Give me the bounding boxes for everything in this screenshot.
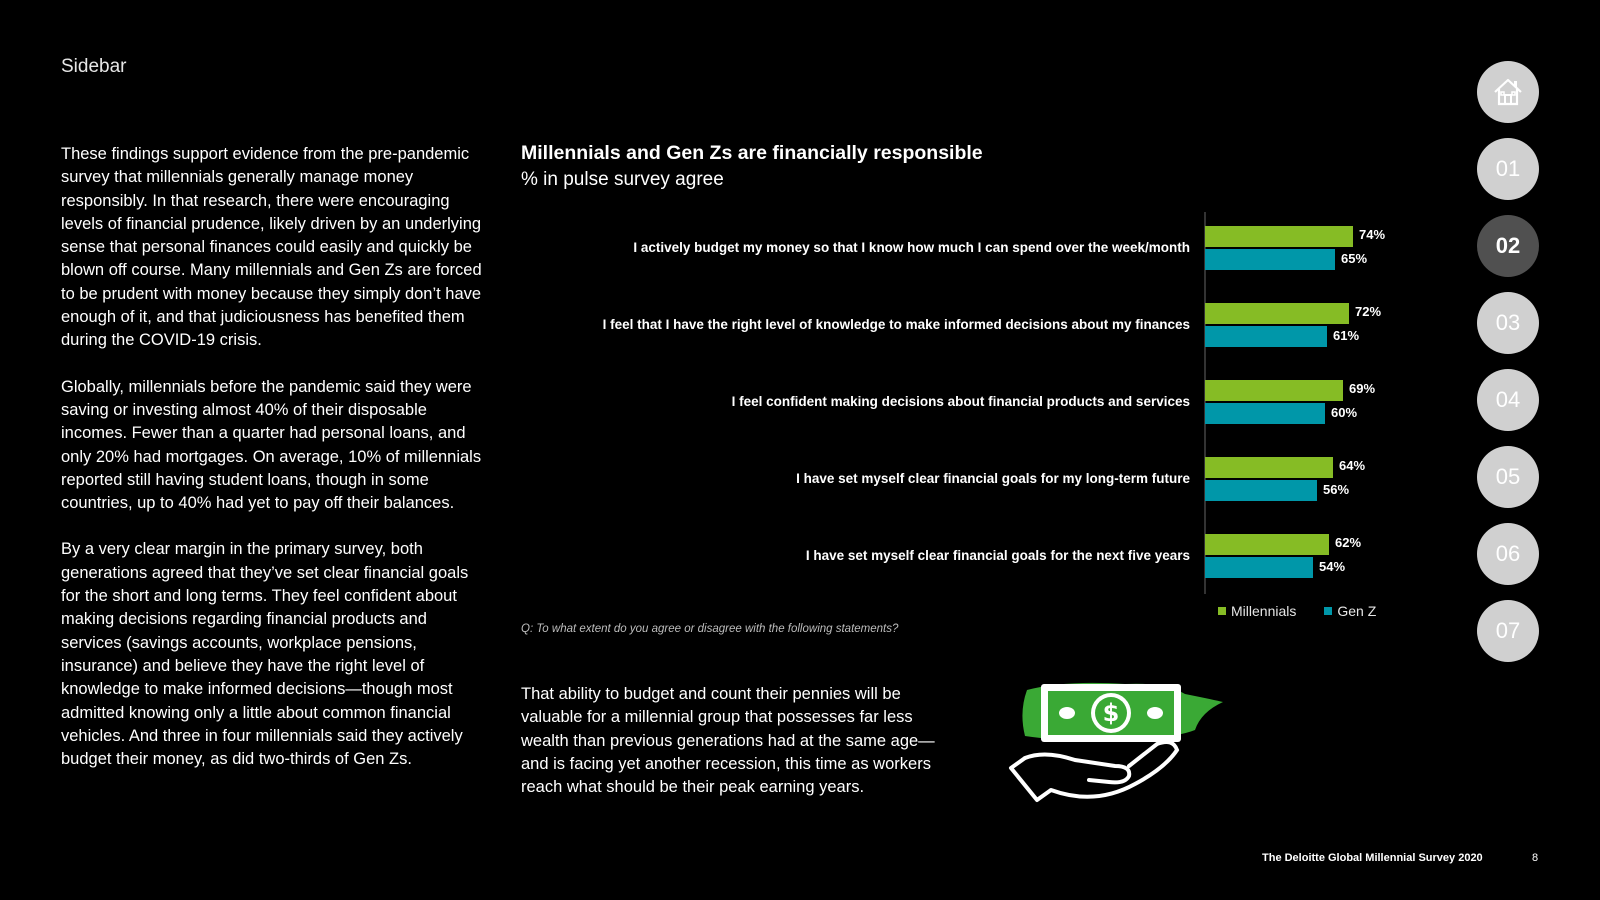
legend-label-millennials: Millennials <box>1231 603 1297 619</box>
paragraph-1: These findings support evidence from the pre-pandemic survey that millennials generally manage money responsibly. In that research, there were encouraging levels of financial prudence, likely driven by an underlying sense that personal finances could easily and quickly be blown off course. Many millennials and Gen Zs are forced to be prudent with money because they simply don’t have enough of it, and that judiciousness has benefited them during the COVID-19 crisis. <box>61 145 482 350</box>
nav-item-03[interactable]: 03 <box>1477 292 1539 354</box>
value-label-millennials: 62% <box>1335 535 1362 550</box>
bar-genz <box>1205 557 1313 578</box>
nav-item-07[interactable]: 07 <box>1477 600 1539 662</box>
chart-subtitle: % in pulse survey agree <box>521 169 724 190</box>
category-label: I feel that I have the right level of knowledge to make informed decisions about my finances <box>602 317 1190 332</box>
bar-millennials <box>1205 534 1329 555</box>
nav-home-button[interactable] <box>1477 61 1539 123</box>
value-label-millennials: 74% <box>1359 227 1386 242</box>
value-label-genz: 61% <box>1333 328 1360 343</box>
nav-item-01[interactable]: 01 <box>1477 138 1539 200</box>
footer-title: The Deloitte Global Millennial Survey 2020 <box>1262 852 1483 864</box>
legend-label-genz: Gen Z <box>1337 603 1377 619</box>
category-label: I feel confident making decisions about financial products and services <box>731 394 1190 409</box>
value-label-genz: 60% <box>1331 405 1358 420</box>
category-label: I have set myself clear financial goals for the next five years <box>805 548 1190 563</box>
category-label: I actively budget my money so that I know how much I can spend over the week/month <box>633 240 1190 255</box>
value-label-genz: 56% <box>1323 482 1350 497</box>
bar-millennials <box>1205 457 1333 478</box>
nav-item-02[interactable]: 02 <box>1477 215 1539 277</box>
value-label-genz: 54% <box>1319 559 1346 574</box>
survey-question-note: Q: To what extent do you agree or disagree with the following statements? <box>521 623 899 635</box>
legend-item-genz <box>1324 603 1376 619</box>
money-hand-icon <box>1005 672 1225 812</box>
bar-millennials <box>1205 380 1343 401</box>
bar-genz <box>1205 249 1335 270</box>
legend-swatch-millennials <box>1218 607 1226 615</box>
value-label-genz: 65% <box>1341 251 1368 266</box>
chart-title: Millennials and Gen Zs are financially responsible <box>521 142 983 164</box>
paragraph-3: By a very clear margin in the primary survey, both generations agreed that they’ve set clear financial goals for the short and long terms. They feel confident about making decisions regarding financial products and services (savings accounts, workplace pensions, insurance) and believe they have the right level of knowledge to make informed decisions—though most admitted knowing only a little about common financial vehicles. And three in four millennials said they actively budget their money, as did two-thirds of Gen Zs. <box>61 540 469 769</box>
bar-genz <box>1205 480 1317 501</box>
legend-item-millennials <box>1218 603 1296 619</box>
home-icon <box>1491 75 1525 109</box>
bottom-paragraph: That ability to budget and count their pennies will be valuable for a millennial group that possesses far less wealth than previous generations had at the same age—and is facing yet another recession, this time as workers reach what should be their peak earning years. <box>521 685 935 797</box>
category-label: I have set myself clear financial goals for my long-term future <box>796 471 1190 486</box>
nav-item-04[interactable]: 04 <box>1477 369 1539 431</box>
bar-millennials <box>1205 303 1349 324</box>
value-label-millennials: 64% <box>1339 458 1366 473</box>
value-label-millennials: 69% <box>1349 381 1376 396</box>
section-label: Sidebar <box>61 56 127 77</box>
svg-text:$: $ <box>1102 699 1120 727</box>
legend-swatch-genz <box>1324 607 1332 615</box>
page-number: 8 <box>1532 852 1539 864</box>
chart-legend <box>1218 603 1376 619</box>
bar-genz <box>1205 326 1327 347</box>
nav-item-06[interactable]: 06 <box>1477 523 1539 585</box>
bar-millennials <box>1205 226 1353 247</box>
value-label-millennials: 72% <box>1355 304 1382 319</box>
paragraph-2: Globally, millennials before the pandemic said they were saving or investing almost 40% of their disposable incomes. Fewer than a quarter had personal loans, and only 20% had mortgages. On average, 10% of millennials reported still having student loans, though in some countries, up to 40% had yet to pay off their balances. <box>61 377 482 513</box>
bar-genz <box>1205 403 1325 424</box>
nav-item-05[interactable]: 05 <box>1477 446 1539 508</box>
